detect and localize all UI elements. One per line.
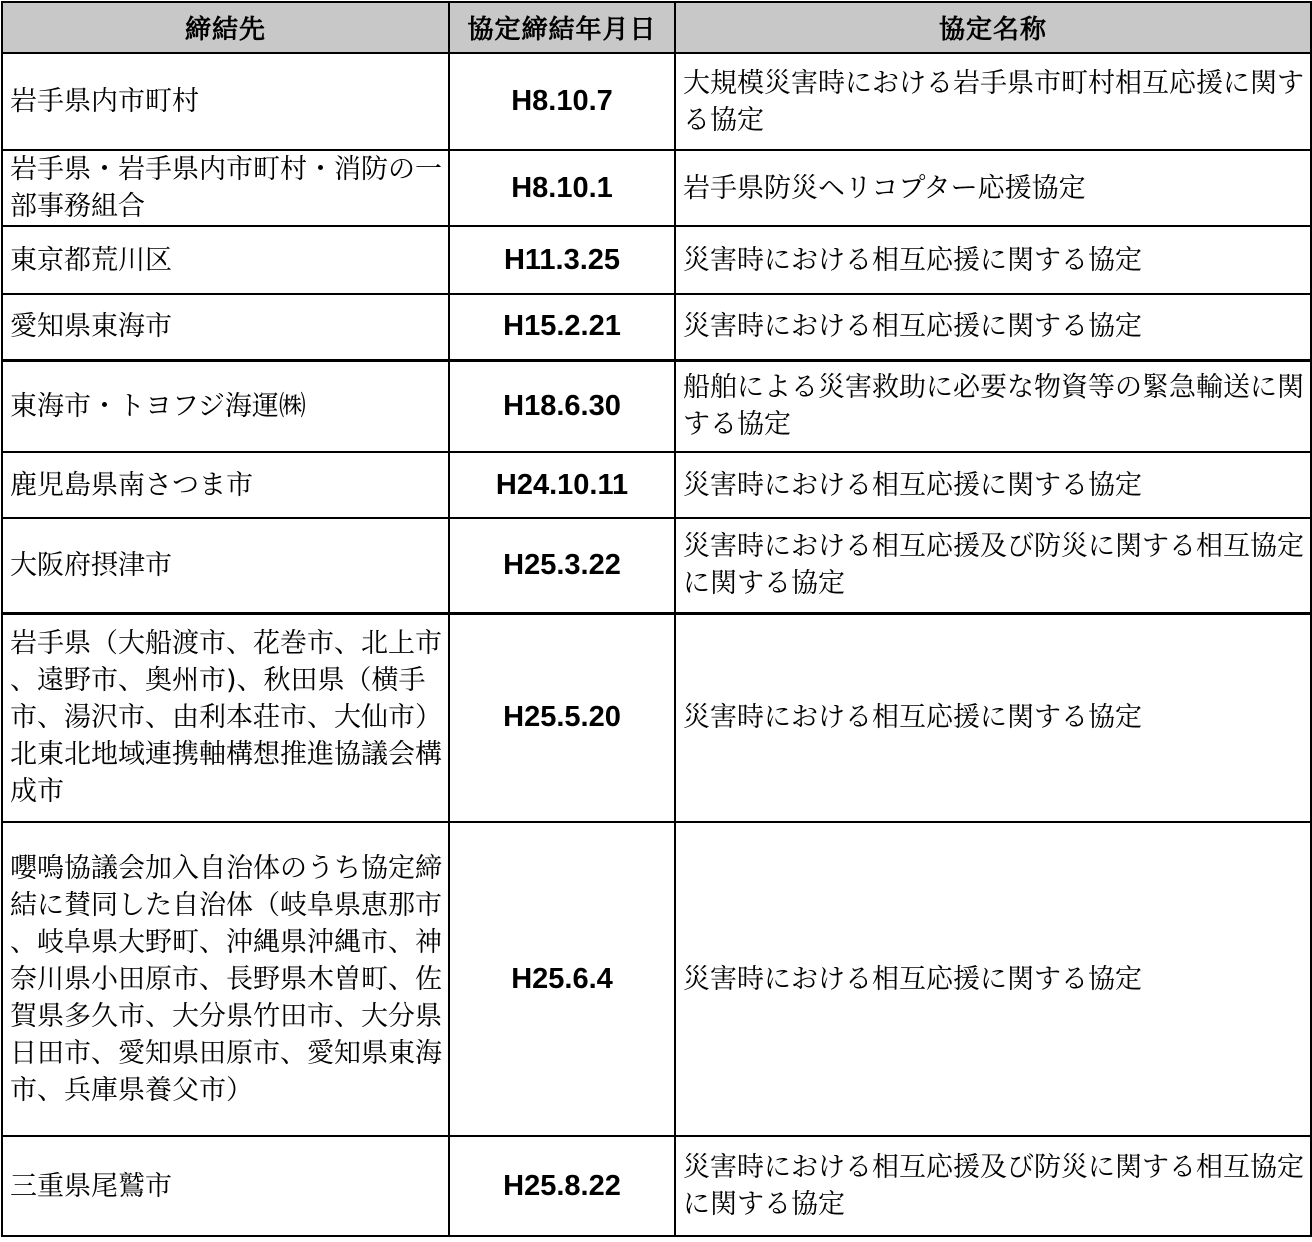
agreement-name-cell: 災害時における相互応援に関する協定 [675, 822, 1311, 1136]
date-cell: H25.3.22 [449, 518, 675, 613]
party-cell: 鹿児島県南さつま市 [2, 452, 449, 518]
date-cell: H11.3.25 [449, 226, 675, 294]
table-row [2, 294, 1311, 360]
party-cell: 岩手県・岩手県内市町村・消防の一部事務組合 [2, 150, 449, 226]
party-cell: 愛知県東海市 [2, 294, 449, 360]
table-body [2, 53, 1311, 1236]
table-row [2, 360, 1311, 452]
date-cell: H25.5.20 [449, 613, 675, 822]
header-party: 締結先 [2, 2, 449, 53]
agreements-table [1, 1, 1312, 1237]
table-row [2, 53, 1311, 150]
party-cell: 岩手県（大船渡市、花巻市、北上市、遠野市、奥州市)、秋田県（横手市、湯沢市、由利本荘市、大仙市）北東北地域連携軸構想推進協議会構成市 [2, 613, 449, 822]
agreement-name-cell: 災害時における相互応援に関する協定 [675, 294, 1311, 360]
party-cell: 三重県尾鷲市 [2, 1136, 449, 1236]
party-cell: 岩手県内市町村 [2, 53, 449, 150]
date-cell: H15.2.21 [449, 294, 675, 360]
agreement-name-cell: 災害時における相互応援に関する協定 [675, 452, 1311, 518]
table-header [2, 2, 1311, 53]
table-row [2, 822, 1311, 1136]
table-row [2, 452, 1311, 518]
header-agreement-name: 協定名称 [675, 2, 1311, 53]
table-row [2, 518, 1311, 613]
date-cell: H18.6.30 [449, 360, 675, 452]
date-cell: H25.6.4 [449, 822, 675, 1136]
date-cell: H24.10.11 [449, 452, 675, 518]
agreement-name-cell: 大規模災害時における岩手県市町村相互応援に関する協定 [675, 53, 1311, 150]
party-cell: 大阪府摂津市 [2, 518, 449, 613]
table-row [2, 150, 1311, 226]
table-row [2, 1136, 1311, 1236]
header-date: 協定締結年月日 [449, 2, 675, 53]
header-row [2, 2, 1311, 53]
agreement-name-cell: 岩手県防災ヘリコプター応援協定 [675, 150, 1311, 226]
party-cell: 東京都荒川区 [2, 226, 449, 294]
date-cell: H25.8.22 [449, 1136, 675, 1236]
agreement-name-cell: 災害時における相互応援に関する協定 [675, 613, 1311, 822]
date-cell: H8.10.1 [449, 150, 675, 226]
agreement-name-cell: 災害時における相互応援及び防災に関する相互協定に関する協定 [675, 518, 1311, 613]
party-cell: 嚶鳴協議会加入自治体のうち協定締結に賛同した自治体（岐阜県恵那市、岐阜県大野町、沖縄県沖縄市、神奈川県小田原市、長野県木曽町、佐賀県多久市、大分県竹田市、大分県日田市、愛知県田原市、愛知県東海市、兵庫県養父市） [2, 822, 449, 1136]
table-row [2, 226, 1311, 294]
agreement-name-cell: 災害時における相互応援及び防災に関する相互協定に関する協定 [675, 1136, 1311, 1236]
party-cell: 東海市・トヨフジ海運㈱ [2, 360, 449, 452]
agreement-name-cell: 船舶による災害救助に必要な物資等の緊急輸送に関する協定 [675, 360, 1311, 452]
date-cell: H8.10.7 [449, 53, 675, 150]
table-row [2, 613, 1311, 822]
agreement-name-cell: 災害時における相互応援に関する協定 [675, 226, 1311, 294]
